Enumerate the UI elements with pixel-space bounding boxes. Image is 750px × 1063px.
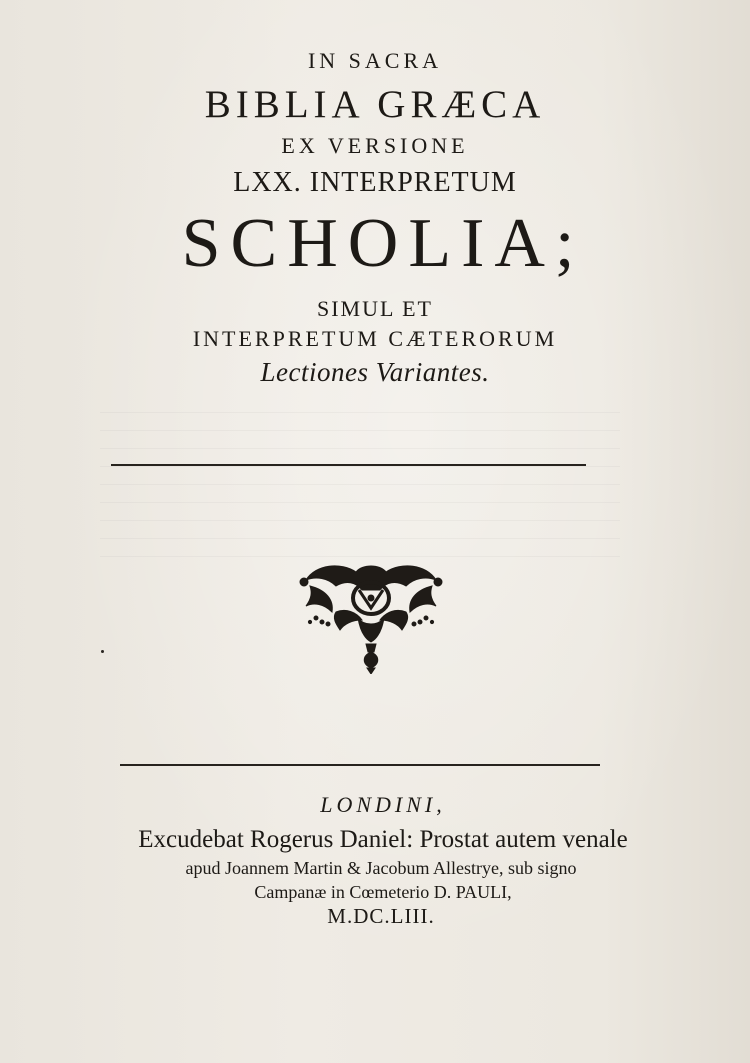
title-line-scholia: SCHOLIA; (181, 205, 585, 282)
title-line-ex-versione: EX VERSIONE (281, 133, 469, 158)
printers-fleuron-icon (296, 556, 446, 674)
title-line-lxx-interpretum: LXX. INTERPRETUM (233, 167, 517, 198)
title-line-interpretum-caeterorum: INTERPRETUM CÆTERORUM (192, 326, 558, 351)
imprint-place: LONDINI, (320, 792, 446, 817)
ink-speck (101, 650, 104, 653)
imprint-sign: Campanæ in Cœmeterio D. PAULI, (254, 882, 512, 902)
show-through-texture (100, 395, 620, 575)
imprint-date: M.DC.LIII. (327, 904, 435, 928)
title-line-simul-et: SIMUL ET (316, 296, 433, 321)
imprint-printer: Excudebat Rogerus Daniel: Prostat autem venale (138, 826, 628, 853)
title-line-biblia-graeca: BIBLIA GRÆCA (204, 83, 546, 126)
horizontal-rule-top (111, 464, 586, 466)
title-line-lectiones-variantes: Lectiones Variantes. (260, 357, 490, 387)
title-line-in-sacra: IN SACRA (307, 48, 443, 73)
imprint-seller: apud Joannem Martin & Jacobum Allestrye, sub signo (185, 858, 577, 878)
horizontal-rule-bottom (120, 764, 600, 766)
